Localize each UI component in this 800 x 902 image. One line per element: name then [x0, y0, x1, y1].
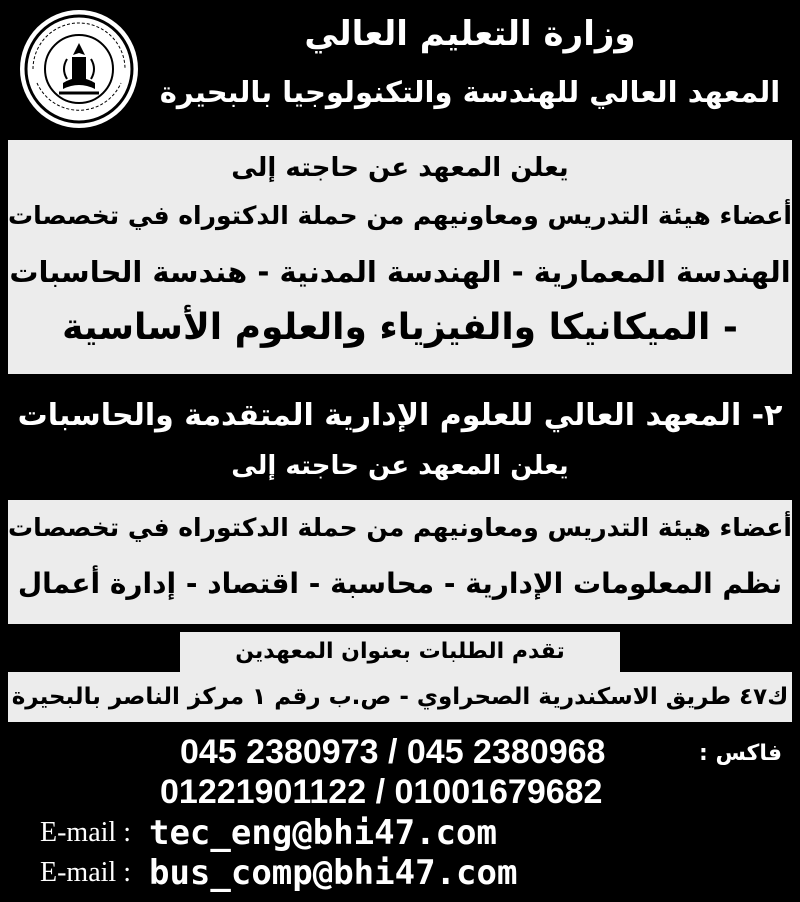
- section-1-line: أعضاء هيئة التدريس ومعاونيهم من حملة الدكتوراه في تخصصات: [8, 201, 792, 230]
- section-1-panel: [8, 140, 792, 374]
- email-address[interactable]: bus_comp@bhi47.com: [148, 853, 518, 893]
- address: ك٤٧ طريق الاسكندرية الصحراوي - ص.ب رقم ١ مركز الناصر بالبحيرة: [8, 672, 792, 722]
- section-1-announcement: يعلن المعهد عن حاجته إلى: [231, 153, 569, 183]
- institute-seal-icon: [23, 13, 135, 125]
- email-row: [40, 812, 497, 854]
- section-2-panel: [8, 500, 792, 624]
- apply-note: تقدم الطلبات بعنوان المعهدين: [180, 632, 620, 672]
- phone-numbers-2: 01221901122 / 01001679682: [160, 773, 603, 811]
- section-2-line: نظم المعلومات الإدارية - محاسبة - اقتصاد - إدارة أعمال: [17, 567, 783, 600]
- institute-2-title: ٢- المعهد العالي للعلوم الإدارية المتقدمة والحاسبات: [17, 398, 783, 433]
- institute-1-title: المعهد العالي للهندسة والتكنولوجيا بالبحيرة: [159, 75, 781, 109]
- phone-numbers-1: 045 2380973 / 045 2380968: [180, 733, 606, 771]
- section-2-line: أعضاء هيئة التدريس ومعاونيهم من حملة الدكتوراه في تخصصات: [8, 513, 792, 542]
- section-1-line: - الميكانيكا والفيزياء والعلوم الأساسية: [62, 307, 738, 348]
- email-row: [40, 852, 517, 894]
- fax-label: فاكس :: [698, 741, 782, 766]
- section-1-line: الهندسة المعمارية - الهندسة المدنية - هندسة الحاسبات: [9, 255, 791, 289]
- institute-logo: [20, 10, 138, 128]
- email-address[interactable]: tec_eng@bhi47.com: [148, 813, 497, 853]
- email-label: E-mail :: [40, 817, 131, 848]
- section-2-announcement: يعلن المعهد عن حاجته إلى: [231, 451, 569, 481]
- ministry-title: وزارة التعليم العالي: [304, 14, 636, 54]
- email-label: E-mail :: [40, 857, 131, 888]
